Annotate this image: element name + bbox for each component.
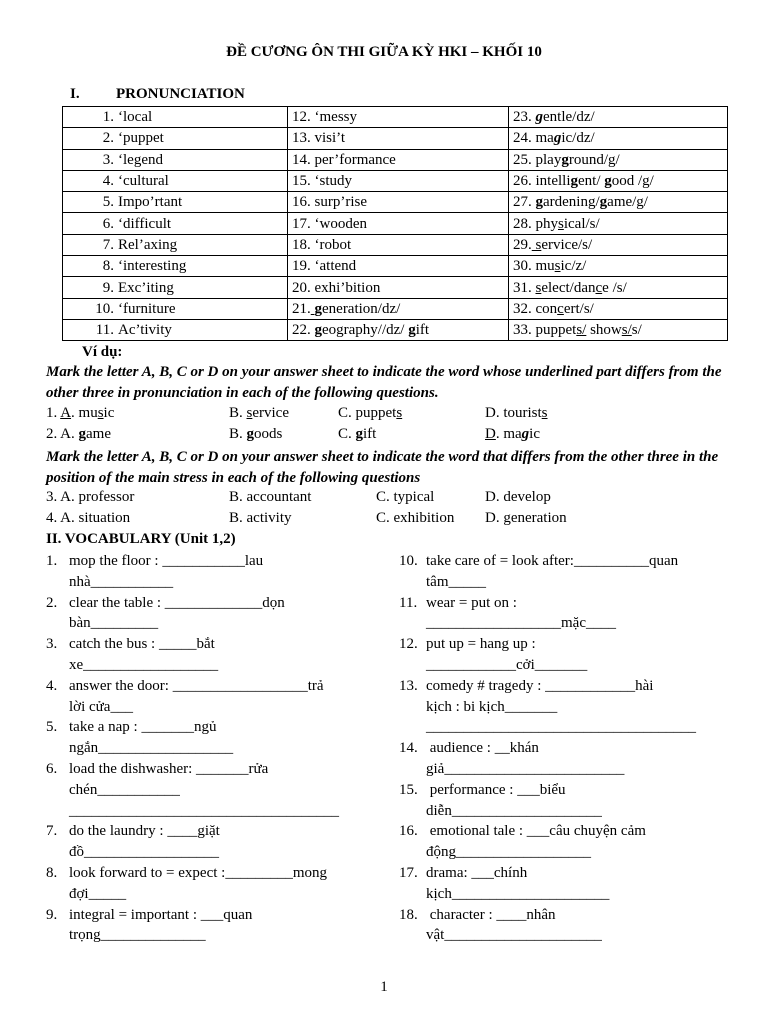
vocabulary-item-number: 6.: [46, 760, 58, 777]
instruction-stress: Mark the letter A, B, C or D on your answer sheet to indicate the word that differs from the other three in the position of the main stress in each of the following questions: [46, 449, 719, 486]
vocabulary-item-number: 7.: [46, 823, 58, 840]
vocabulary-item-line: ____________________________________: [69, 802, 339, 819]
pronunciation-cell: 21. generation/dz/: [288, 298, 509, 319]
pronunciation-cell: 29. service/s/: [509, 234, 728, 255]
vocabulary-item-line: giả________________________: [426, 760, 625, 777]
vocabulary-item-line: tâm_____: [426, 573, 486, 590]
vocabulary-right-column: [399, 551, 729, 946]
pronunciation-row: [63, 277, 728, 298]
pronunciation-cell: 2. ‘puppet: [63, 128, 288, 149]
vocabulary-item-line: take care of = look after:__________quan: [426, 553, 679, 569]
page-number: 1: [380, 979, 388, 995]
vocabulary-item-number: 8.: [46, 864, 58, 881]
pronunciation-row: [63, 107, 728, 128]
vocabulary-item-number: 10.: [399, 553, 418, 569]
pronunciation-cell: 1. ‘local: [63, 107, 288, 128]
pronunciation-row: [63, 213, 728, 234]
q2-option-a: 2. A. game: [46, 426, 111, 442]
vocabulary-item: [399, 863, 729, 905]
vocabulary-item-line: __________________mặc____: [426, 615, 616, 632]
pronunciation-cell: 12. ‘messy: [288, 107, 509, 128]
q4-option-a: 4. A. situation: [46, 510, 131, 526]
vocabulary-item-line: mop the floor : ___________lau: [69, 553, 264, 569]
pronunciation-table: [62, 106, 728, 341]
pronunciation-row: [63, 234, 728, 255]
vocabulary-item: [46, 759, 376, 821]
pronunciation-row: [63, 149, 728, 170]
vocabulary-item-line: trọng______________: [69, 927, 206, 944]
q3-option-a: 3. A. professor: [46, 489, 135, 505]
section-number: I.: [70, 86, 80, 102]
q3-option-d: D. develop: [485, 489, 551, 505]
vocabulary-item-line: drama: ___chính: [426, 864, 528, 881]
vocabulary-item: [46, 676, 376, 718]
q4-option-c: C. exhibition: [376, 510, 455, 526]
vocabulary-item-line: bàn_________: [69, 615, 159, 632]
pronunciation-cell: 8. ‘interesting: [63, 256, 288, 277]
pronunciation-cell: 30. music/z/: [509, 256, 728, 277]
pronunciation-cell: 32. concert/s/: [509, 298, 728, 319]
vocabulary-left-column: [46, 551, 376, 946]
q1-option-b: B. service: [229, 405, 289, 421]
q1-option-d: D. tourists: [485, 405, 548, 421]
vocabulary-item-line: integral = important : ___quan: [69, 906, 253, 923]
pronunciation-row: [63, 298, 728, 319]
vocabulary-item-line: ____________cởi_______: [426, 656, 588, 673]
vocabulary-item-line: emotional tale : ___câu chuyện cảm: [426, 823, 646, 840]
q1-option-a: 1. A. music: [46, 405, 115, 421]
pronunciation-cell: 10. ‘furniture: [63, 298, 288, 319]
vocabulary-item-line: performance : ___biểu: [426, 781, 566, 798]
vocabulary-item: [399, 634, 729, 676]
vocabulary-item: [399, 821, 729, 863]
vocabulary-item: [399, 593, 729, 635]
vocabulary-item-line: lời cửa___: [69, 698, 133, 715]
vocabulary-item-line: take a nap : _______ngủ: [69, 719, 217, 736]
vocabulary-item-line: comedy # tragedy : ____________hài: [426, 677, 654, 694]
q2-option-d: D. magic: [485, 426, 540, 442]
vocabulary-item-line: load the dishwasher: _______rửa: [69, 760, 269, 777]
vocabulary-item: [399, 905, 729, 947]
vocabulary-item: [399, 738, 729, 780]
vocabulary-item: [46, 717, 376, 759]
q2-option-c: C. gift: [338, 426, 377, 442]
vocabulary-item-number: 12.: [399, 636, 418, 653]
vocabulary-item: [46, 905, 376, 947]
vocabulary-item-line: ngắn__________________: [69, 740, 234, 757]
pronunciation-cell: 5. Impo’rtant: [63, 192, 288, 213]
pronunciation-cell: 23. gentle/dz/: [509, 107, 728, 128]
pronunciation-cell: 4. ‘cultural: [63, 170, 288, 191]
q3-option-c: C. typical: [376, 489, 435, 505]
vocabulary-item-line: clear the table : _____________dọn: [69, 594, 285, 611]
pronunciation-row: [63, 192, 728, 213]
pronunciation-cell: 13. visi’t: [288, 128, 509, 149]
vocabulary-item: [399, 551, 729, 593]
vocabulary-item-line: catch the bus : _____bắt: [69, 636, 215, 653]
pronunciation-cell: 18. ‘robot: [288, 234, 509, 255]
pronunciation-cell: 31. select/dance /s/: [509, 277, 728, 298]
pronunciation-cell: 27. gardening/game/g/: [509, 192, 728, 213]
pronunciation-cell: 25. playground/g/: [509, 149, 728, 170]
vocabulary-item-line: đợi_____: [69, 885, 127, 902]
pronunciation-row: [63, 256, 728, 277]
vocabulary-item-line: xe__________________: [69, 656, 219, 673]
vocabulary-item-number: 9.: [46, 906, 58, 923]
pronunciation-cell: 11. Ac’tivity: [63, 319, 288, 340]
q3-option-b: B. accountant: [229, 489, 312, 505]
vocabulary-item: [46, 863, 376, 905]
pronunciation-cell: 26. intelligent/ good /g/: [509, 170, 728, 191]
pronunciation-cell: 33. puppets/ shows/s/: [509, 319, 728, 340]
q4-option-b: B. activity: [229, 510, 292, 526]
vocabulary-item-number: 17.: [399, 864, 418, 881]
vocabulary-item: [46, 593, 376, 635]
vocabulary-item-line: do the laundry : ____giặt: [69, 823, 220, 840]
document-title: ĐỀ CƯƠNG ÔN THI GIỮA KỲ HKI – KHỐI 10: [226, 44, 542, 60]
vocabulary-item-number: 5.: [46, 719, 58, 736]
vocabulary-item-number: 14.: [399, 740, 418, 757]
q4-option-d: D. generation: [485, 510, 567, 526]
pronunciation-cell: 3. ‘legend: [63, 149, 288, 170]
vocabulary-item: [46, 634, 376, 676]
pronunciation-cell: 6. ‘difficult: [63, 213, 288, 234]
vocabulary-item-number: 11.: [399, 594, 418, 611]
vocabulary-item-line: answer the door: __________________trả: [69, 677, 324, 694]
pronunciation-cell: 17. ‘wooden: [288, 213, 509, 234]
vocabulary-item: [399, 780, 729, 822]
vocabulary-item-line: put up = hang up :: [426, 636, 536, 653]
vocabulary-item-number: 3.: [46, 636, 58, 653]
pronunciation-cell: 9. Exc’iting: [63, 277, 288, 298]
pronunciation-cell: 14. per’formance: [288, 149, 509, 170]
vocabulary-item-number: 1.: [46, 553, 58, 569]
vocabulary-item-number: 18.: [399, 906, 418, 923]
vocabulary-item-line: kịch : bi kịch_______: [426, 698, 558, 715]
example-label: Ví dụ:: [82, 344, 123, 360]
pronunciation-cell: 20. exhi’bition: [288, 277, 509, 298]
pronunciation-cell: 24. magic/dz/: [509, 128, 728, 149]
vocabulary-item-line: look forward to = expect :_________mong: [69, 864, 327, 881]
pronunciation-row: [63, 128, 728, 149]
section-vocabulary-heading: II. VOCABULARY (Unit 1,2): [46, 531, 236, 547]
vocabulary-item-number: 4.: [46, 677, 58, 694]
pronunciation-cell: 19. ‘attend: [288, 256, 509, 277]
vocabulary-item-line: vật_____________________: [426, 927, 602, 944]
vocabulary-item-line: character : ____nhân: [426, 906, 556, 923]
q2-option-b: B. goods: [229, 426, 283, 442]
pronunciation-cell: 16. surp’rise: [288, 192, 509, 213]
vocabulary-item-number: 16.: [399, 823, 418, 840]
vocabulary-item-line: động__________________: [426, 844, 591, 861]
vocabulary-item-line: đồ__________________: [69, 844, 219, 861]
vocabulary-item: [399, 676, 729, 738]
vocabulary-item-number: 13.: [399, 677, 418, 694]
vocabulary-item-line: audience : __khán: [426, 740, 539, 757]
section-pronunciation-heading: [70, 86, 245, 103]
vocabulary-item-line: chén___________: [69, 781, 180, 798]
section-title: PRONUNCIATION: [116, 86, 245, 102]
vocabulary-item: [46, 551, 376, 593]
vocabulary-item-line: wear = put on :: [426, 594, 517, 611]
pronunciation-cell: 28. physical/s/: [509, 213, 728, 234]
vocabulary-item-number: 2.: [46, 594, 58, 611]
q1-option-c: C. puppets: [338, 405, 403, 421]
instruction-pronunciation: Mark the letter A, B, C or D on your answer sheet to indicate the word whose underlined part differs from the other three in pronunciation in each of the following questions.: [46, 364, 722, 401]
pronunciation-cell: 22. geography//dz/ gift: [288, 319, 509, 340]
pronunciation-row: [63, 170, 728, 191]
vocabulary-item-line: nhà___________: [69, 573, 174, 590]
pronunciation-cell: 7. Rel’axing: [63, 234, 288, 255]
pronunciation-cell: 15. ‘study: [288, 170, 509, 191]
vocabulary-item-number: 15.: [399, 781, 418, 798]
vocabulary-item: [46, 821, 376, 863]
vocabulary-item-line: ____________________________________: [426, 719, 696, 736]
vocabulary-item-line: kịch_____________________: [426, 885, 610, 902]
pronunciation-row: [63, 319, 728, 340]
vocabulary-item-line: diễn____________________: [426, 802, 602, 819]
